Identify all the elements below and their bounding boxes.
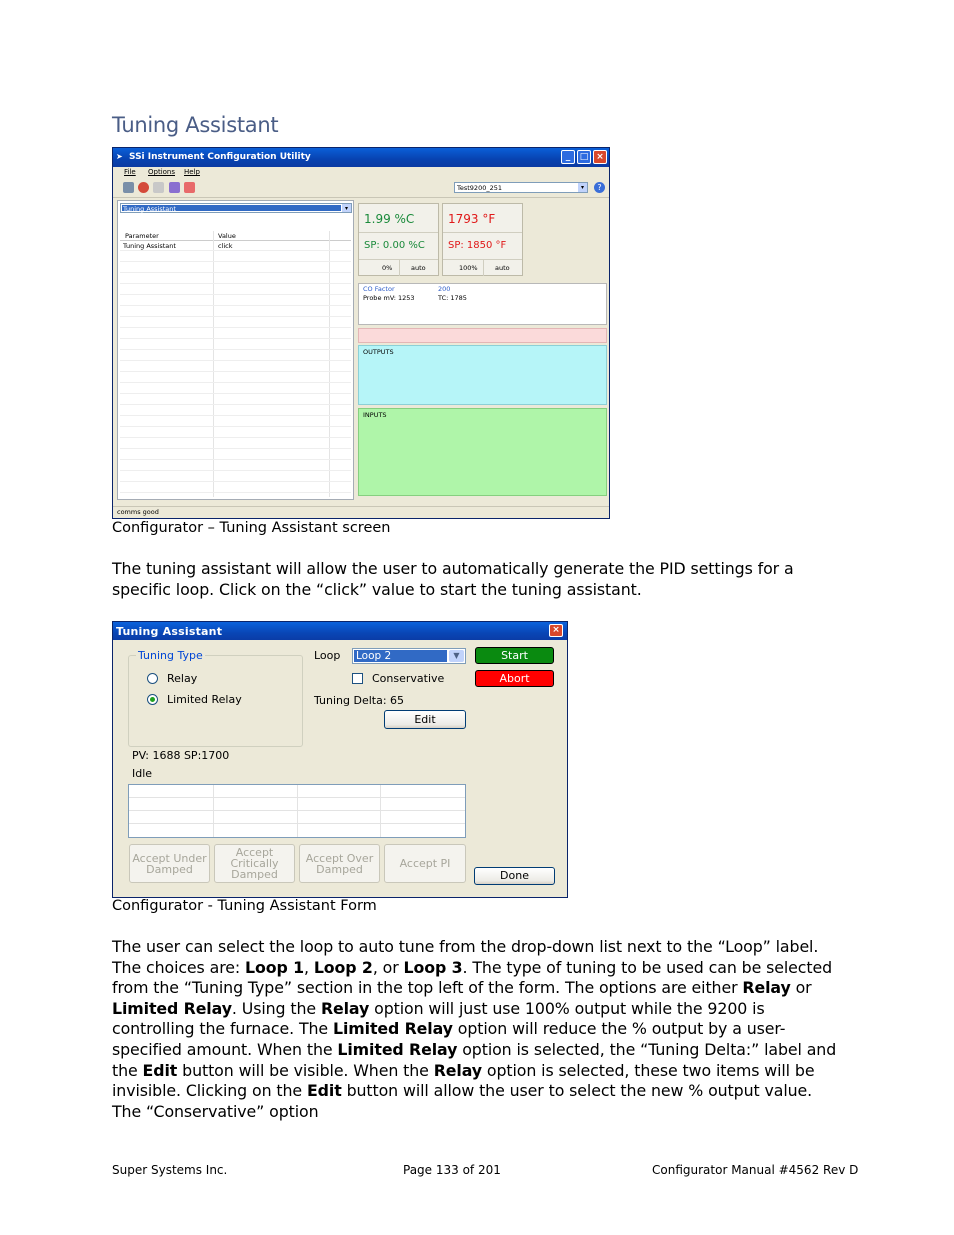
bold-run: Loop 3 [403, 957, 463, 977]
paragraph-1: The tuning assistant will allow the user to automatically generate the PID settings for a specific loop. Click on the “click” value to start the tuning assistant. [112, 559, 794, 599]
tuning-assistant-form [112, 621, 568, 898]
inputs-box [358, 408, 607, 496]
stop-icon[interactable] [138, 182, 149, 193]
bold-run: Loop 1 [245, 957, 304, 977]
grid-line [120, 426, 351, 427]
footer-left: Super Systems Inc. [112, 1163, 228, 1177]
title-bar [113, 622, 567, 640]
footer-page-number: Page 133 of 201 [403, 1163, 501, 1177]
done-button[interactable]: Done [474, 867, 555, 885]
app-icon: ➤ [116, 152, 123, 161]
grid-line [120, 404, 351, 405]
grid-line [120, 338, 351, 339]
grid-line [120, 349, 351, 350]
outputs-box [358, 345, 607, 405]
text-run: option will reduce the % output by a user-specified amount. When the [112, 1019, 786, 1059]
loop2-pv: 1793 °F [448, 212, 496, 226]
inputs-label: INPUTS [363, 411, 387, 419]
grid-line [120, 382, 351, 383]
text-run: The user can select the loop to auto tune from the drop-down list next to the “Loop” label. The choices are: [112, 937, 819, 977]
limited-relay-radio[interactable] [147, 694, 158, 705]
text-run: option is selected, these two items will be invisible. Clicking on the [112, 1060, 815, 1101]
loop1-pv: 1.99 %C [364, 212, 415, 226]
caption-1: Configurator – Tuning Assistant screen [112, 520, 391, 536]
text-run: . The type of tuning to be used can be selected from the “Tuning Type” section in the top left of the form. The options are either [112, 957, 833, 998]
bold-run: Relay [320, 998, 370, 1018]
status-bar [113, 506, 609, 518]
probe-icon[interactable] [153, 182, 164, 193]
loop-select[interactable] [352, 648, 466, 664]
grid-line [120, 481, 351, 482]
bold-run: Limited Relay [112, 998, 232, 1018]
loop2-sp: SP: 1850 °F [448, 240, 507, 251]
outputs-label: OUTPUTS [363, 348, 394, 356]
grid-line [120, 459, 351, 460]
loop2-output: 100% [459, 264, 478, 272]
grid-line [120, 294, 351, 295]
grid-line [120, 492, 351, 493]
loop1-readout [358, 203, 439, 276]
window-title: Tuning Assistant [116, 625, 223, 638]
loop2-mode: auto [495, 264, 510, 272]
limited-relay-label: Limited Relay [167, 693, 242, 706]
probe-mv: Probe mV: 1253 [363, 294, 415, 302]
status-text: comms good [117, 508, 159, 516]
bold-run: Loop 2 [313, 957, 373, 977]
start-button[interactable]: Start [475, 647, 554, 664]
chart-icon[interactable] [184, 182, 195, 193]
grid-cell-value[interactable]: click [218, 242, 233, 250]
bold-run: Limited Relay [337, 1039, 458, 1059]
loop1-mode: auto [411, 264, 426, 272]
grid-line [120, 437, 351, 438]
caption-2: Configurator - Tuning Assistant Form [112, 898, 377, 914]
grid-line [120, 393, 351, 394]
accept-pi-button[interactable]: Accept PI [384, 844, 466, 883]
bold-run: Relay [433, 1060, 482, 1080]
conservative-checkbox[interactable] [352, 673, 363, 684]
tc-value: TC: 1785 [438, 294, 467, 302]
grid-divider [297, 785, 298, 837]
grid-line [120, 272, 351, 273]
grid-line [120, 305, 351, 306]
loop-label: Loop [314, 649, 341, 662]
bold-run: Limited Relay [332, 1019, 453, 1039]
tuning-type-label: Tuning Type [138, 649, 203, 662]
loop1-sp: SP: 0.00 %C [364, 240, 425, 251]
text-run: or [790, 978, 812, 998]
view-select[interactable]: Tuning Assistant ▾ [120, 203, 352, 213]
section-heading: Tuning Assistant [112, 113, 279, 137]
configurator-screenshot [112, 147, 610, 519]
results-grid[interactable] [128, 784, 466, 838]
conservative-label: Conservative [372, 672, 445, 685]
window-title: SSi Instrument Configuration Utility [129, 152, 311, 162]
abort-button[interactable]: Abort [475, 670, 554, 687]
menu-help[interactable]: Help [184, 168, 200, 176]
text-run: option will just use 100% output while the 9200 is controlling the furnace. The [112, 998, 765, 1039]
grid-line [120, 327, 351, 328]
grid-line [120, 415, 351, 416]
accept-under-damped-button[interactable]: Accept Under Damped [129, 844, 210, 883]
divider [483, 260, 484, 276]
grid-line [120, 360, 351, 361]
accept-over-damped-button[interactable]: Accept Over Damped [299, 844, 380, 883]
menu-options[interactable]: Options [148, 168, 176, 176]
grid-line [120, 470, 351, 471]
connect-icon[interactable] [123, 182, 134, 193]
instrument-select[interactable]: Test9200_251 ▾ [454, 182, 588, 193]
toolbar [113, 179, 609, 198]
text-run: option is selected, the “Tuning Delta:” label and the [112, 1039, 837, 1080]
grid-cell-parameter: Tuning Assistant [123, 242, 176, 250]
relay-label: Relay [167, 672, 198, 685]
grid-line [120, 261, 351, 262]
grid-line [129, 810, 465, 811]
maximize-button[interactable]: □ [577, 150, 591, 164]
text-run: , or [372, 957, 404, 977]
parameter-pane [117, 200, 354, 500]
grid-divider [213, 231, 214, 497]
grid-line [120, 250, 351, 251]
co-factor-label: CO Factor [363, 285, 395, 293]
chevron-down-icon: ▾ [342, 204, 351, 212]
loop1-output: 0% [382, 264, 393, 272]
title-bar [113, 148, 609, 167]
bold-run: Edit [306, 1081, 342, 1101]
minimize-button[interactable]: _ [561, 150, 575, 164]
loop2-readout [442, 203, 523, 276]
divider [443, 232, 522, 233]
grid-line [120, 316, 351, 317]
grid-divider [380, 785, 381, 837]
grid-line [120, 371, 351, 372]
relay-radio[interactable] [147, 673, 158, 684]
grid-line [129, 797, 465, 798]
paragraph-2 [112, 937, 842, 1122]
text-run: . Using the [231, 998, 321, 1018]
bold-run: Edit [142, 1060, 178, 1080]
alarm-box [358, 328, 607, 343]
pv-sp-readout: PV: 1688 SP:1700 [132, 749, 230, 762]
grid-header: Parameter Value [120, 231, 351, 241]
loop-value: Loop 2 [354, 650, 447, 662]
grid-line [129, 823, 465, 824]
grid-divider [213, 785, 214, 837]
tuning-state: Idle [132, 767, 153, 780]
grid-line [120, 448, 351, 449]
bold-run: Relay [742, 978, 791, 998]
menu-file[interactable]: File [124, 168, 136, 176]
co-factor-value: 200 [438, 285, 451, 293]
divider [359, 232, 438, 233]
close-button[interactable]: × [593, 150, 607, 164]
text-run: button will allow the user to select the new % output value. The “Conservative” option [112, 1081, 813, 1121]
tuning-delta-label: Tuning Delta: 65 [314, 694, 405, 707]
footer-right: Configurator Manual #4562 Rev D [652, 1163, 859, 1177]
info-box [358, 283, 607, 325]
chevron-down-icon: ▾ [578, 183, 587, 192]
text-run: , [303, 957, 314, 977]
text-run: button will be visible. When the [177, 1060, 434, 1080]
grid-divider [329, 231, 330, 497]
help-icon[interactable]: ? [594, 182, 605, 193]
edit-button[interactable]: Edit [384, 710, 466, 729]
close-icon[interactable]: × [549, 624, 563, 637]
settings-icon[interactable] [169, 182, 180, 193]
menu-bar [113, 167, 609, 179]
accept-critically-damped-button[interactable]: Accept Critically Damped [214, 844, 295, 883]
chevron-down-icon: ▼ [449, 650, 464, 662]
grid-line [120, 283, 351, 284]
divider [399, 260, 400, 276]
